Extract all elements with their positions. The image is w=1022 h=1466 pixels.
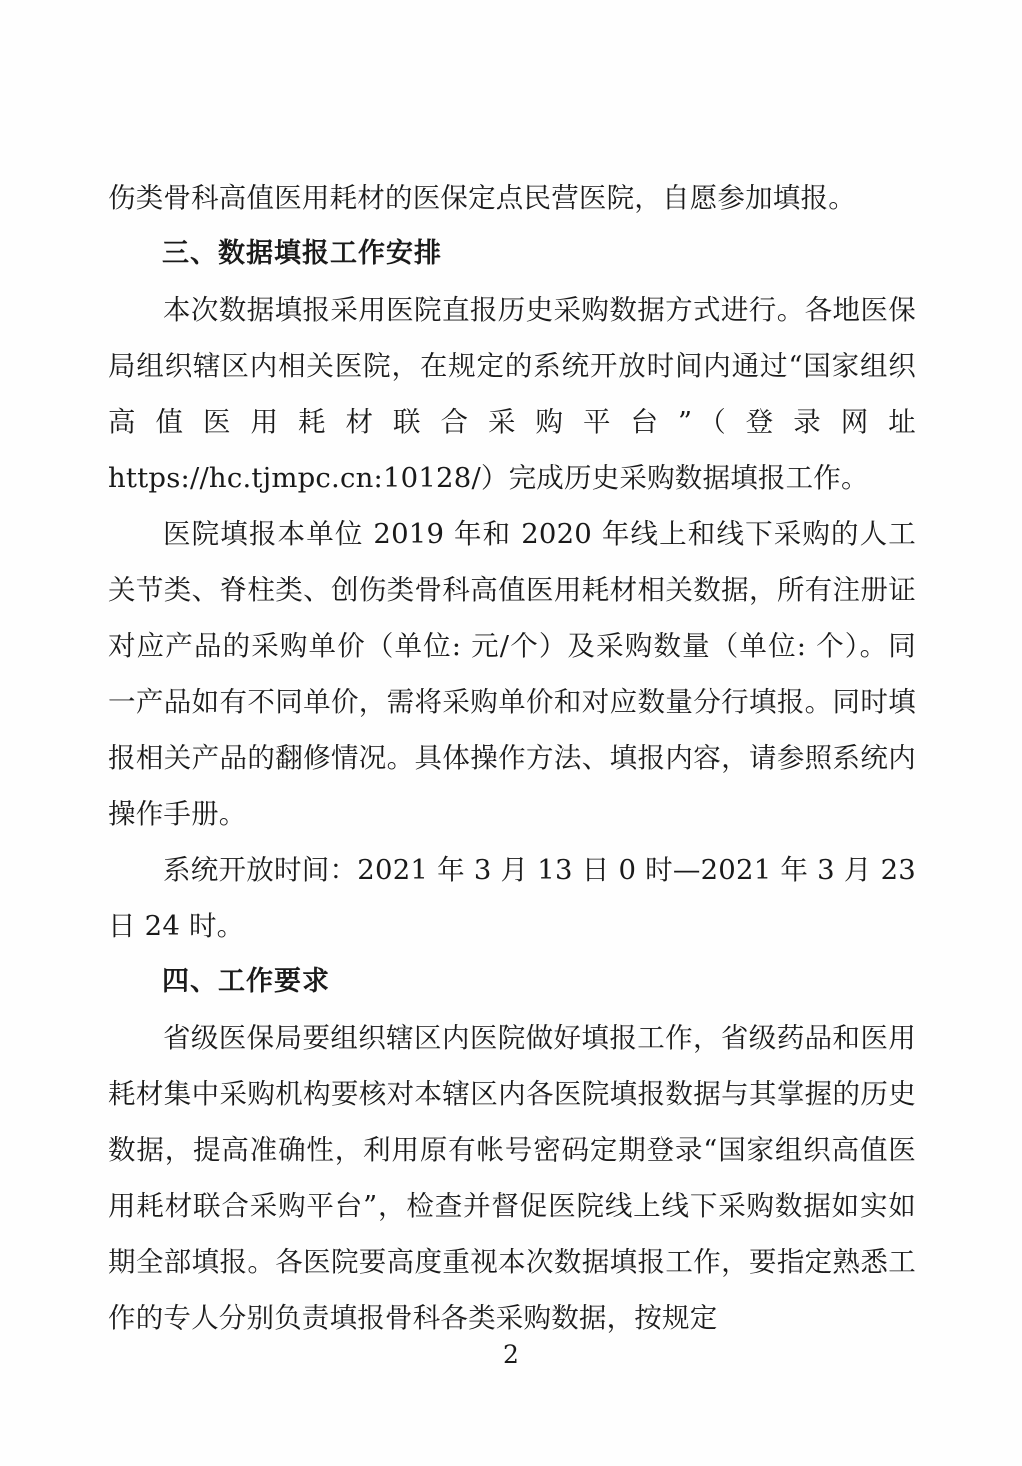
- paragraph-work-requirements: 省级医保局要组织辖区内医院做好填报工作，省级药品和医用耗材集中采购机构要核对本辖区内各医院填报数据与其掌握的历史数据，提高准确性，利用原有帐号密码定期登录“国家组织高值医用耗材联合采购平台”，检查并督促医院线上线下采购数据如实如期全部填报。各医院要高度重视本次数据填报工作，要指定熟悉工作的专人分别负责填报骨科各类采购数据，按规定: [108, 1022, 916, 1334]
- paragraph-data-reporting-method: 本次数据填报采用医院直报历史采购数据方式进行。各地医保局组织辖区内相关医院，在规定的系统开放时间内通过“国家组织高值医用耗材联合采购平台”（登录网址https://hc.tjmpc.cn:10128/）完成历史采购数据填报工作。: [108, 294, 916, 494]
- paragraph-continuation: 伤类骨科高值医用耗材的医保定点民营医院，自愿参加填报。: [108, 182, 856, 214]
- paragraph-block: [108, 170, 916, 226]
- section-heading-block: [108, 226, 916, 282]
- document-body: [108, 170, 916, 1346]
- page-number: 2: [503, 1340, 519, 1369]
- paragraph-system-open-time: 系统开放时间：2021 年 3 月 13 日 0 时—2021 年 3 月 23 日 24 时。: [108, 854, 916, 942]
- paragraph-block: [108, 506, 916, 842]
- paragraph-block: [108, 282, 916, 506]
- section-heading-block: [108, 954, 916, 1010]
- section-heading-three: 三、数据填报工作安排: [162, 238, 442, 269]
- paragraph-hospital-reporting-scope: 医院填报本单位 2019 年和 2020 年线上和线下采购的人工关节类、脊柱类、创伤类骨科高值医用耗材相关数据，所有注册证对应产品的采购单价（单位: 元/个）及采购数量（单位: 个）。同一产品如有不同单价，需将采购单价和对应数量分行填报。同时填报相关产品的翻修情况。具体操作方法、填报内容，请参照系统内操作手册。: [108, 518, 916, 830]
- paragraph-block: [108, 1010, 916, 1346]
- section-heading-four: 四、工作要求: [162, 966, 330, 997]
- paragraph-block: [108, 842, 916, 954]
